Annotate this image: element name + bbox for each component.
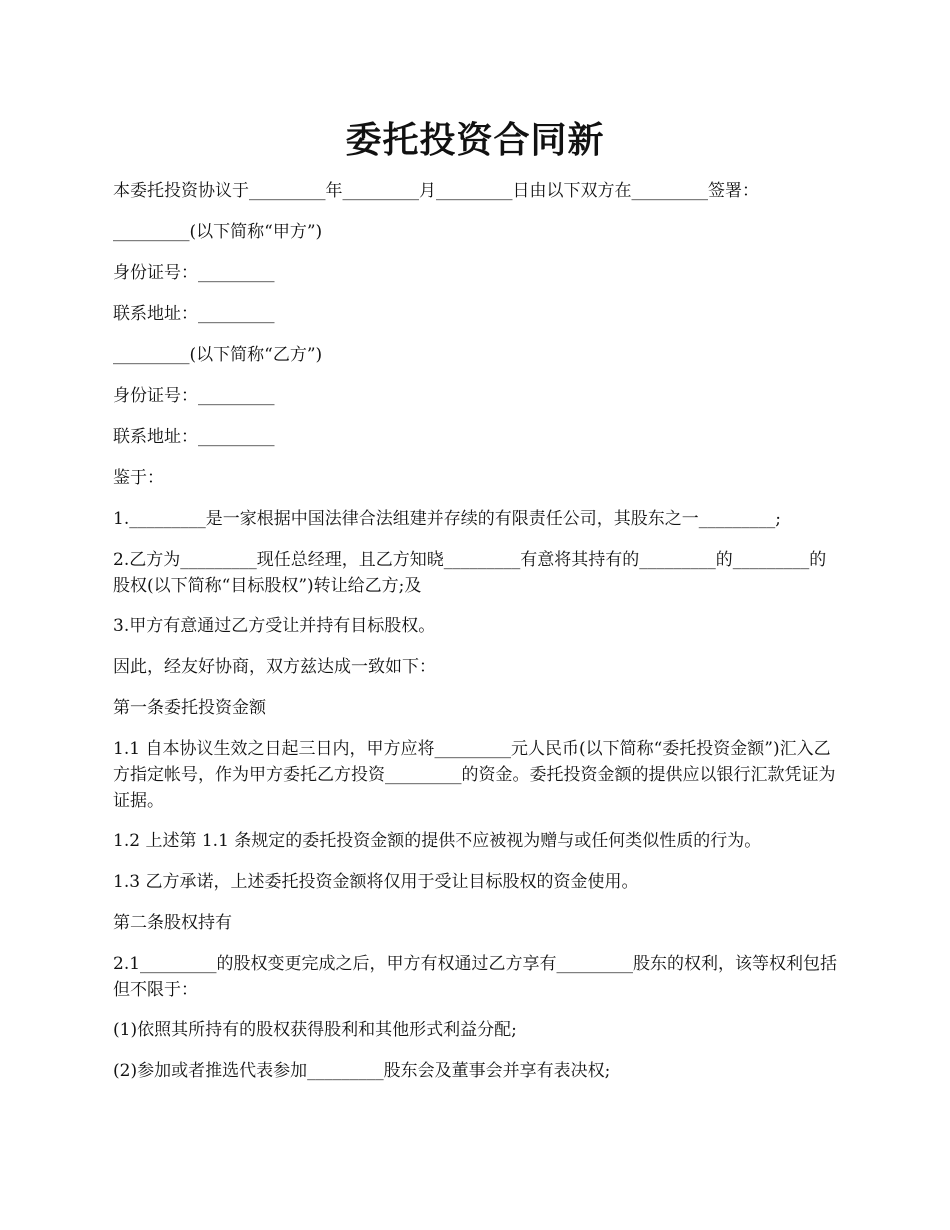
paragraph-whereas: 鉴于：	[113, 468, 164, 488]
paragraph-party-b-address: 联系地址：_________	[113, 427, 275, 447]
paragraph-party-b-id: 身份证号：_________	[113, 386, 275, 406]
paragraph-agreement: 因此，经友好协商，双方兹达成一致如下：	[113, 657, 436, 677]
paragraph-clause-1-1: 1.1 自本协议生效之日起三日内，甲方应将_________元人民币(以下简称“委托投资金额”)汇入乙方指定帐号，作为甲方委托乙方投资_________的资金。委托投资金额的提供应以银行汇款凭证为证据。	[113, 739, 836, 811]
paragraph-clause-1-3: 1.3 乙方承诺，上述委托投资金额将仅用于受让目标股权的资金使用。	[113, 872, 639, 892]
paragraph-party-a-address: 联系地址：_________	[113, 304, 275, 324]
paragraph-intro: 本委托投资协议于_________年_________月_________日由以下双方在_________签署：	[113, 181, 759, 201]
heading-article-1: 第一条委托投资金额	[113, 698, 266, 718]
document-body	[113, 178, 840, 1099]
paragraph-right-1: (1)依照其所持有的股权获得股利和其他形式利益分配;	[113, 1020, 517, 1040]
paragraph-whereas-3: 3.甲方有意通过乙方受让并持有目标股权。	[113, 616, 436, 636]
paragraph-party-a: _________(以下简称“甲方”)	[113, 222, 323, 242]
paragraph-whereas-2: 2.乙方为_________现任总经理，且乙方知晓_________有意将其持有的_________的_________的股权(以下简称“目标股权”)转让给乙方;及	[113, 550, 827, 596]
paragraph-party-a-id: 身份证号：_________	[113, 263, 275, 283]
paragraph-clause-1-2: 1.2 上述第 1.1 条规定的委托投资金额的提供不应被视为赠与或任何类似性质的行为。	[113, 831, 762, 851]
paragraph-clause-2-1: 2.1_________的股权变更完成之后，甲方有权通过乙方享有_________股东的权利，该等权利包括但不限于：	[113, 954, 838, 1000]
paragraph-right-2: (2)参加或者推选代表参加_________股东会及董事会并享有表决权;	[113, 1061, 611, 1081]
document-title: 委托投资合同新	[345, 120, 605, 161]
paragraph-whereas-1: 1._________是一家根据中国法律合法组建并存续的有限责任公司，其股东之一_________;	[113, 509, 781, 529]
paragraph-party-b: _________(以下简称“乙方”)	[113, 345, 323, 365]
heading-article-2: 第二条股权持有	[113, 913, 232, 933]
